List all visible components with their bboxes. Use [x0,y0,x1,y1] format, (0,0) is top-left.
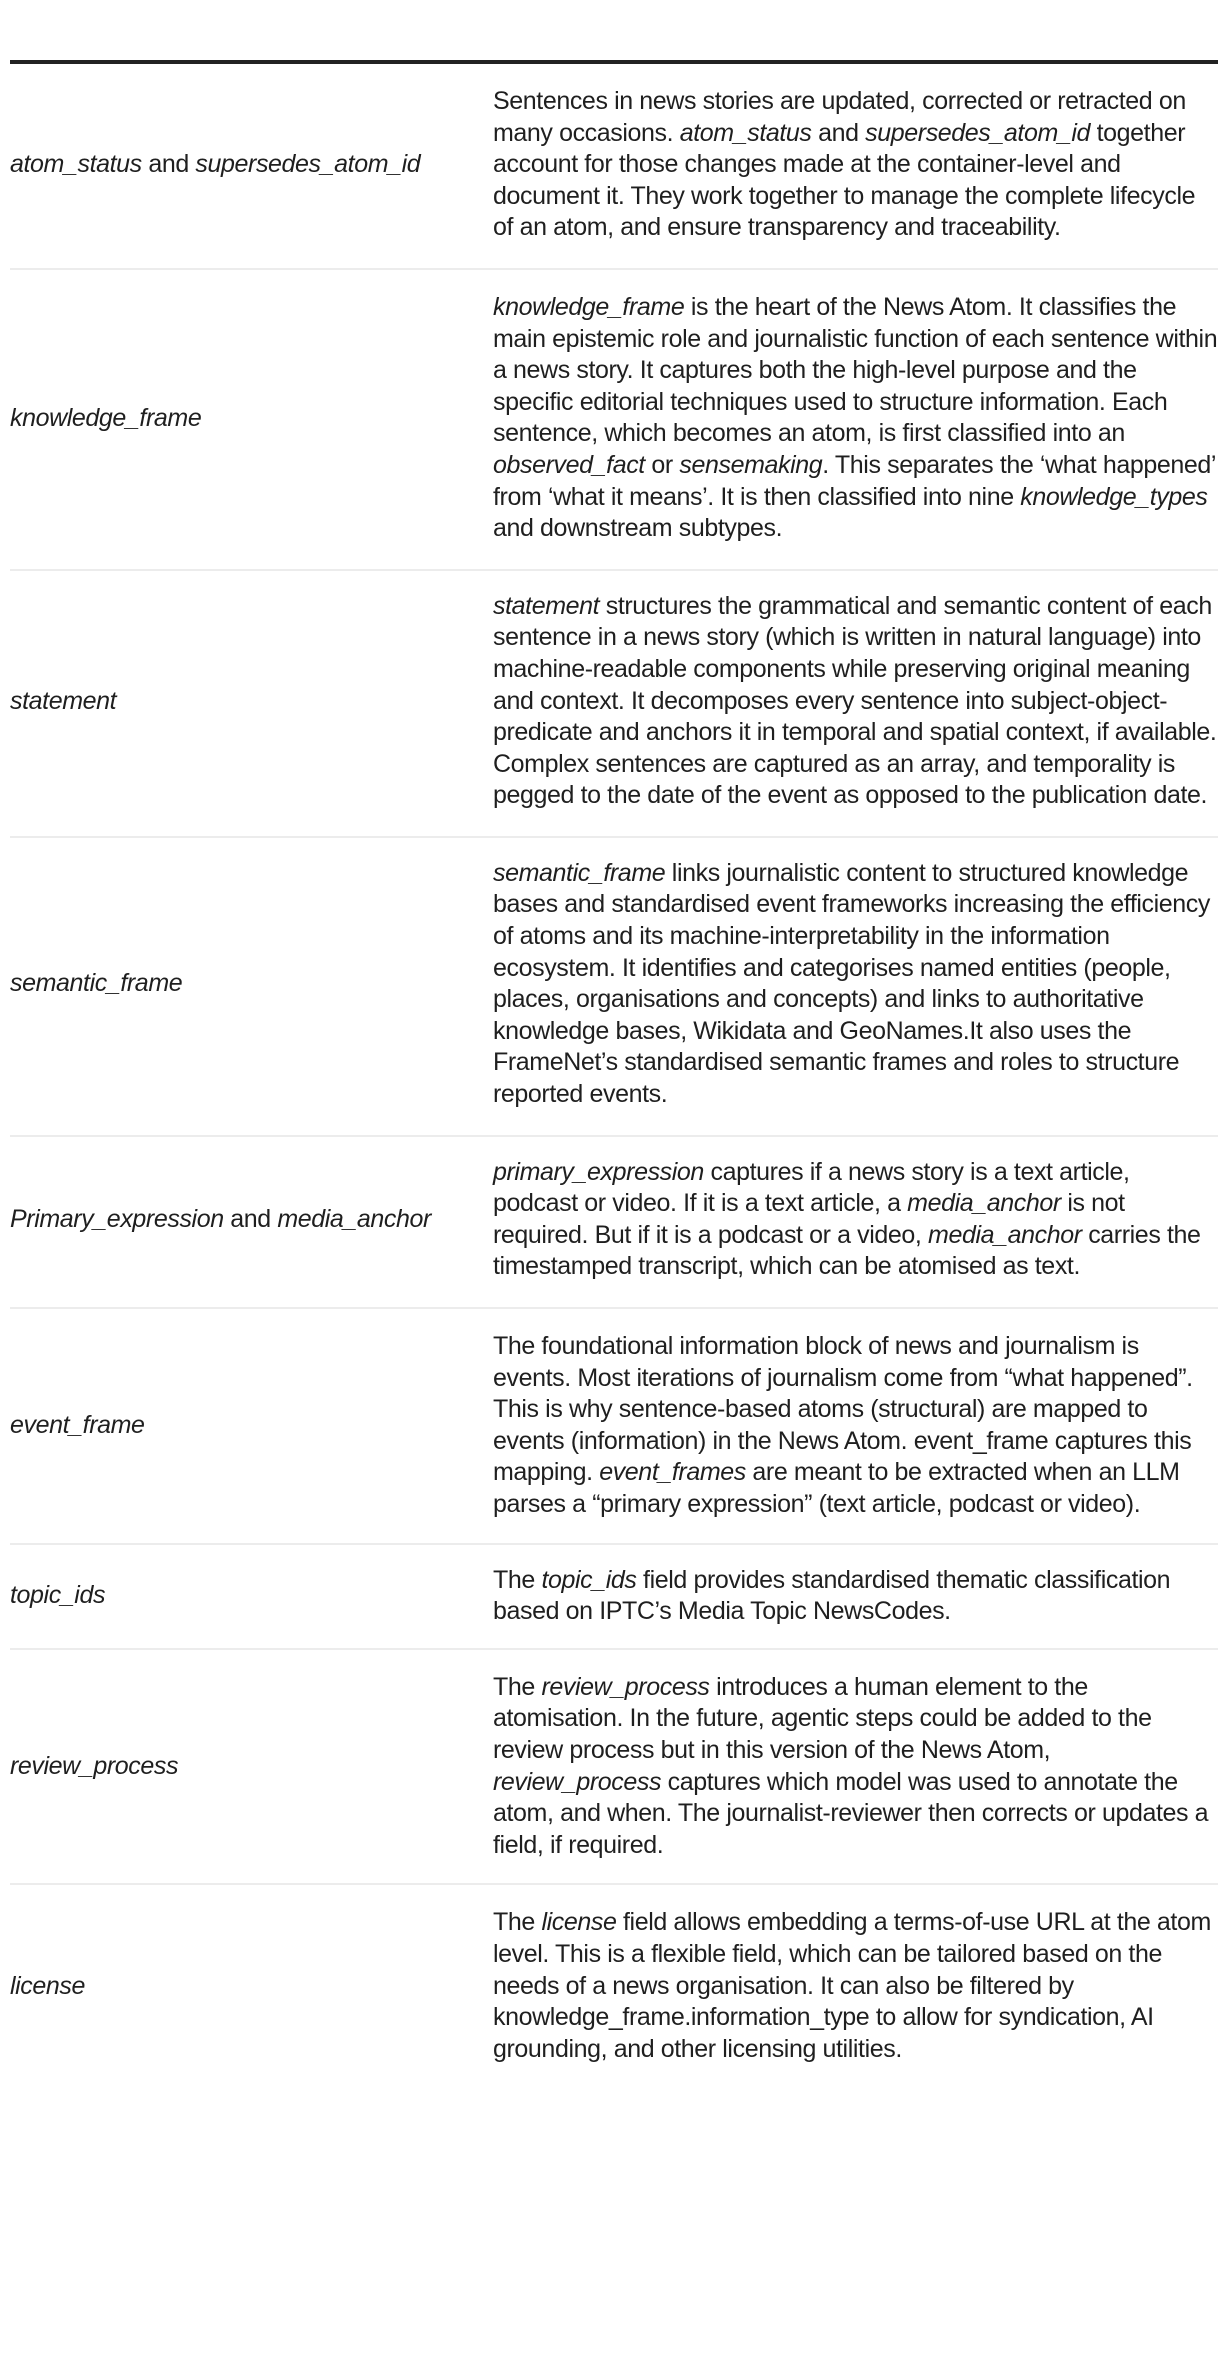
field-reference: statement [493,591,600,620]
table-row [10,570,1218,837]
field-name: Primary_expression [10,1205,224,1234]
field-name-cell [10,1544,493,1649]
field-description-cell [493,1884,1218,2085]
field-reference: sensemaking [679,450,823,479]
field-description [493,1907,1218,2065]
description-text: and [811,118,866,147]
field-name: semantic_frame [10,969,183,998]
field-description [493,86,1218,244]
field-description [493,1331,1218,1521]
description-text: field allows embedding a terms-of-use URL at the atom level. This is a flexible field, which can be tailored based on the needs of a news organisation. It can also be filtered by knowledge_frame.information_type to allow for syndication, AI grounding, and other licensing utilities. [493,1908,1211,2063]
description-text: introduces a human element to the atomisation. In the future, agentic steps could be added to the review process but in this version of the News Atom, [493,1672,1152,1764]
description-text: links journalistic content to structured knowledge bases and standardised event frameworks increasing the efficiency of atoms and its machine-interpretability in the information ecosystem. It identifies and categorises named entities (people, places, organisations and concepts) and links to authoritative knowledge bases, Wikidata and GeoNames.It also uses the FrameNet’s standardised semantic frames and roles to structure reported events. [493,858,1211,1109]
description-text: structures the grammatical and semantic content of each sentence in a news story (which is written in natural language) into machine-readable components while preserving original meaning and context. It decomposes every sentence into subject-object-predicate and anchors it in temporal and spatial context, if available. Complex sentences are captured as an array, and temporality is pegged to the date of the event as opposed to the publication date. [493,591,1217,810]
description-text: The [493,1908,542,1937]
field-name-cell [10,269,493,570]
field-description-cell [493,269,1218,570]
field-reference: supersedes_atom_id [865,118,1091,147]
field-description [493,858,1218,1111]
table-row [10,62,1218,269]
field-description [493,1672,1218,1862]
field-reference: media_anchor [907,1189,1061,1218]
field-name-cell [10,837,493,1136]
field-description-cell [493,837,1218,1136]
field-description [493,1565,1218,1628]
field-name: review_process [10,1751,179,1780]
table-row [10,1308,1218,1544]
table-row [10,269,1218,570]
description-text: or [644,450,680,479]
field-name-cell [10,1308,493,1544]
field-description-cell [493,1649,1218,1885]
description-text: is the heart of the News Atom. It classifies the main epistemic role and journalistic function of each sentence within a news story. It captures both the high-level purpose and the specific editorial techniques used to structure information. Each sentence, which becomes an atom, is first classified into an [493,292,1218,448]
description-text: Sentences in news stories are updated, corrected or retracted on many occasions. [493,87,1186,147]
field-name: topic_ids [10,1581,106,1610]
field-connector-text: and [223,1205,278,1234]
field-connector-text: and [141,150,196,179]
description-text: field provides standardised thematic classification based on IPTC’s Media Topic NewsCodes. [493,1565,1171,1626]
field-reference: observed_fact [493,450,645,479]
description-text: The [493,1672,542,1701]
description-text: captures if a news story is a text article, podcast or video. If it is a text article, a [493,1157,1130,1218]
table-row [10,837,1218,1136]
field-reference: knowledge_types [1020,482,1208,511]
description-text: and downstream subtypes. [493,514,783,543]
description-text: captures which model was used to annotate the atom, and when. The journalist-reviewer then corrects or updates a field, if required. [493,1767,1209,1859]
field-name: statement [10,686,117,715]
field-name-cell [10,1649,493,1885]
description-text: The [493,1565,542,1594]
field-description-table [10,60,1218,2085]
field-name: knowledge_frame [10,403,202,432]
field-name: event_frame [10,1410,145,1439]
field-description-cell [493,1136,1218,1308]
field-name: supersedes_atom_id [195,150,421,179]
field-name: media_anchor [277,1205,431,1234]
field-reference: semantic_frame [493,858,666,887]
field-reference: primary_expression [493,1157,704,1186]
field-reference: event_frames [599,1458,746,1487]
description-text: together account for those changes made at the container-level and document it. They work together to manage the complete lifecycle of an atom, and ensure transparency and traceability. [493,118,1196,242]
field-name: license [10,1971,86,2000]
field-name: atom_status [10,150,142,179]
field-reference: topic_ids [541,1565,637,1594]
description-text: carries the timestamped transcript, which can be atomised as text. [493,1220,1201,1281]
field-reference: knowledge_frame [493,292,685,321]
field-name-cell [10,62,493,269]
field-reference: review_process [541,1672,710,1701]
description-text: is not required. But if it is a podcast or a video, [493,1189,1125,1249]
field-name-cell [10,1136,493,1308]
table-row [10,1649,1218,1885]
field-reference: media_anchor [928,1220,1082,1249]
field-description [493,591,1218,812]
field-description-cell [493,570,1218,837]
description-text: The foundational information block of news and journalism is events. Most iterations of journalism come from “what happened”. This is why sentence-based atoms (structural) are mapped to events (information) in the News Atom. event_frame captures this mapping. [493,1332,1193,1487]
field-name-cell [10,1884,493,2085]
table-row [10,1544,1218,1649]
field-name-cell [10,570,493,837]
field-description-cell [493,1308,1218,1544]
field-description [493,292,1218,545]
table-row [10,1136,1218,1308]
field-reference: atom_status [679,118,812,147]
description-text: are meant to be extracted when an LLM parses a “primary expression” (text article, podcast or video). [493,1458,1180,1518]
description-text: . This separates the ‘what happened’ from ‘what it means’. It is then classified into nine [493,450,1216,511]
field-description-cell [493,1544,1218,1649]
field-description [493,1157,1218,1283]
field-reference: review_process [493,1767,662,1796]
field-description-cell [493,62,1218,269]
field-reference: license [541,1908,617,1937]
table-row [10,1884,1218,2085]
